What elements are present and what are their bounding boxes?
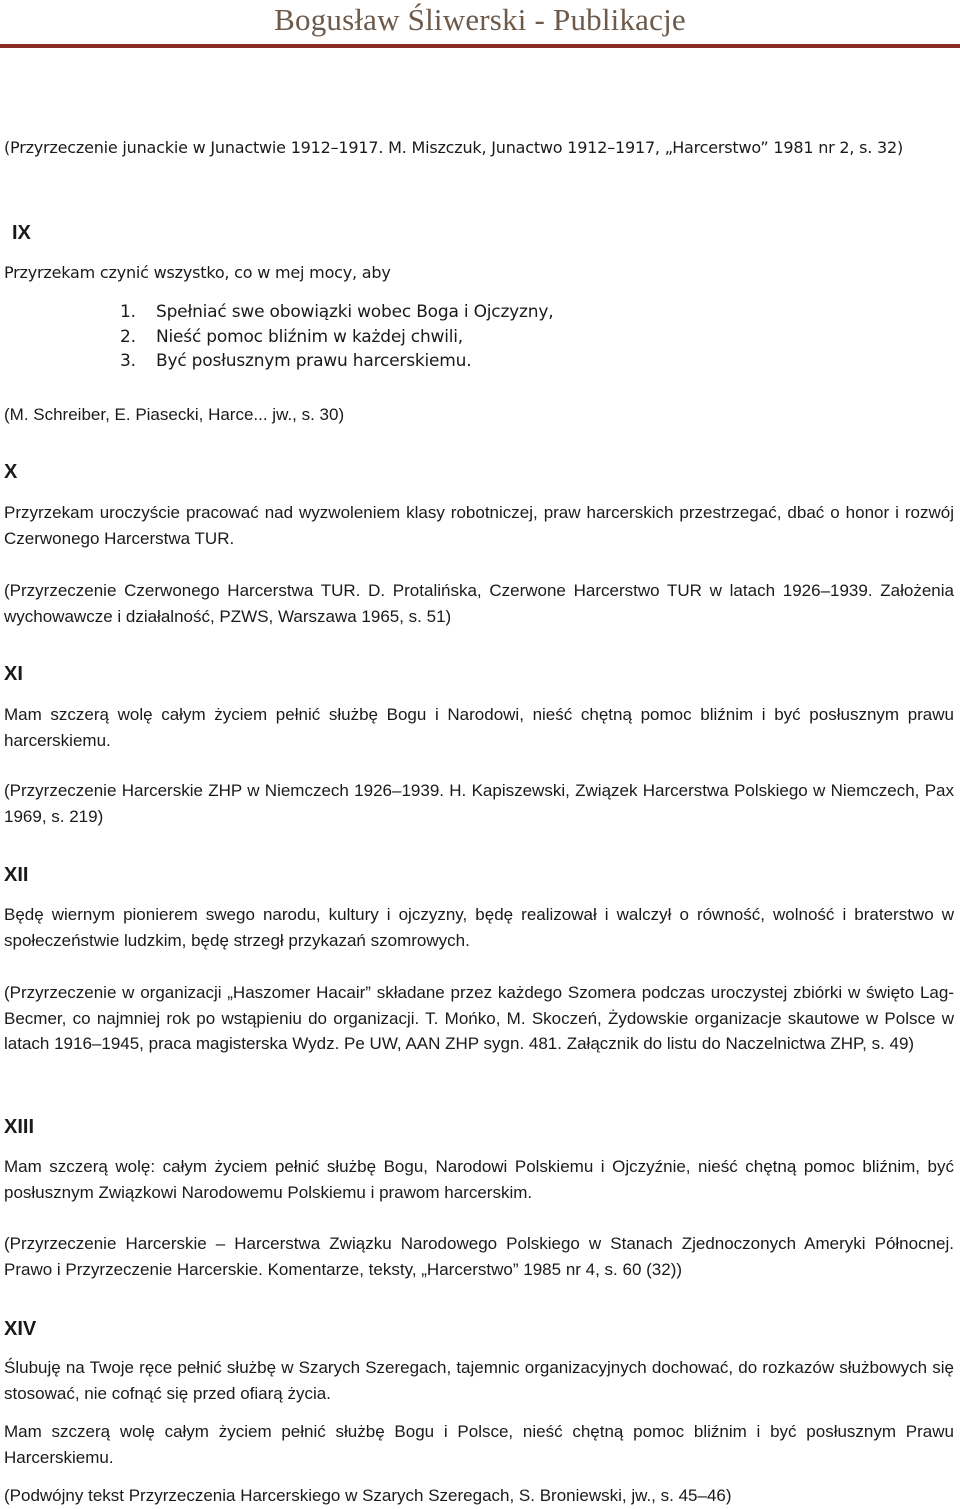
heading-xiv: XIV [4,1318,37,1340]
heading-ix: IX [12,222,31,244]
xii-source: (Przyrzeczenie w organizacji „Haszomer Hacair” składane przez każdego Szomera podczas uroczystej zbiórki w święto Lag-Becmer, co najmniej rok po wstąpieniu do organizacji. T. Mońko, M. Skoczeń, Żydowskie organizacje skautowe w Polsce w latach 1916–1945, praca magisterska Wydz. Pe UW, AAN ZHP sygn. 481. Załącznik do listu do Naczelnictwa ZHP, s. 49) [4,983,954,1053]
ix-source: (M. Schreiber, E. Piasecki, Harce... jw., s. 30) [4,405,345,424]
xiv-source: (Podwójny tekst Przyrzeczenia Harcerskiego w Szarych Szeregach, S. Broniewski, jw., s. 45–46) [4,1486,732,1505]
xiv-text-2: Mam szczerą wolę całym życiem pełnić służbę Bogu i Polsce, nieść chętną pomoc bliźnim i być posłusznym Prawu Harcerskiemu. [4,1422,954,1467]
heading-xii: XII [4,864,29,886]
intro-source: (Przyrzeczenie junackie w Junactwie 1912–1917. M. Miszczuk, Junactwo 1912–1917, „Harcerstwo” 1981 nr 2, s. 32) [4,138,904,157]
xi-text: Mam szczerą wolę całym życiem pełnić służbę Bogu i Narodowi, nieść chętną pomoc bliźnim i być posłusznym prawu harcerskiemu. [4,705,954,750]
xiii-source: (Przyrzeczenie Harcerskie – Harcerstwa Związku Narodowego Polskiego w Stanach Zjednoczonych Ameryki Północnej. Prawo i Przyrzeczenie Harcerskie. Komentarze, teksty, „Harcerstwo” 1985 nr 4, s. 60 (32)) [4,1234,954,1279]
ix-lead: Przyrzekam czynić wszystko, co w mej mocy, aby [4,263,391,282]
heading-xiii: XIII [4,1116,35,1138]
ix-list [120,300,553,374]
list-item: 1. Spełniać swe obowiązki wobec Boga i Ojczyzny, [120,302,554,322]
xi-source: (Przyrzeczenie Harcerskie ZHP w Niemczech 1926–1939. H. Kapiszewski, Związek Harcerstwa Polskiego w Niemczech, Pax 1969, s. 219) [4,781,954,826]
heading-x: X [4,461,18,483]
list-item: 3. Być posłusznym prawu harcerskiemu. [120,351,472,371]
heading-xi: XI [4,663,23,685]
xii-text: Będę wiernym pionierem swego narodu, kultury i ojczyzny, będę realizował i walczył o równość, wolność i braterstwo w społeczeństwie ludzkim, będę strzegł przykazań szomrowych. [4,905,954,950]
xiv-text-1: Ślubuję na Twoje ręce pełnić służbę w Szarych Szeregach, tajemnic organizacyjnych dochować, do rozkazów służbowych się stosować, nie cofnąć się przed ofiarą życia. [4,1358,954,1403]
document-body [4,0,954,1507]
x-source: (Przyrzeczenie Czerwonego Harcerstwa TUR. D. Protalińska, Czerwone Harcerstwo TUR w latach 1926–1939. Założenia wychowawcze i działalność, PZWS, Warszawa 1965, s. 51) [4,581,954,626]
list-item: 2. Nieść pomoc bliźnim w każdej chwili, [120,326,464,347]
xiii-text: Mam szczerą wolę: całym życiem pełnić służbę Bogu, Narodowi Polskiemu i Ojczyźnie, nieść chętną pomoc bliźnim, być posłusznym Związkowi Narodowemu Polskiemu i prawom harcerskim. [4,1157,954,1202]
x-text: Przyrzekam uroczyście pracować nad wyzwoleniem klasy robotniczej, praw harcerskich przestrzegać, dbać o honor i rozwój Czerwonego Harcerstwa TUR. [4,503,954,548]
header-title: Bogusław Śliwerski - Publikacje [274,2,686,37]
